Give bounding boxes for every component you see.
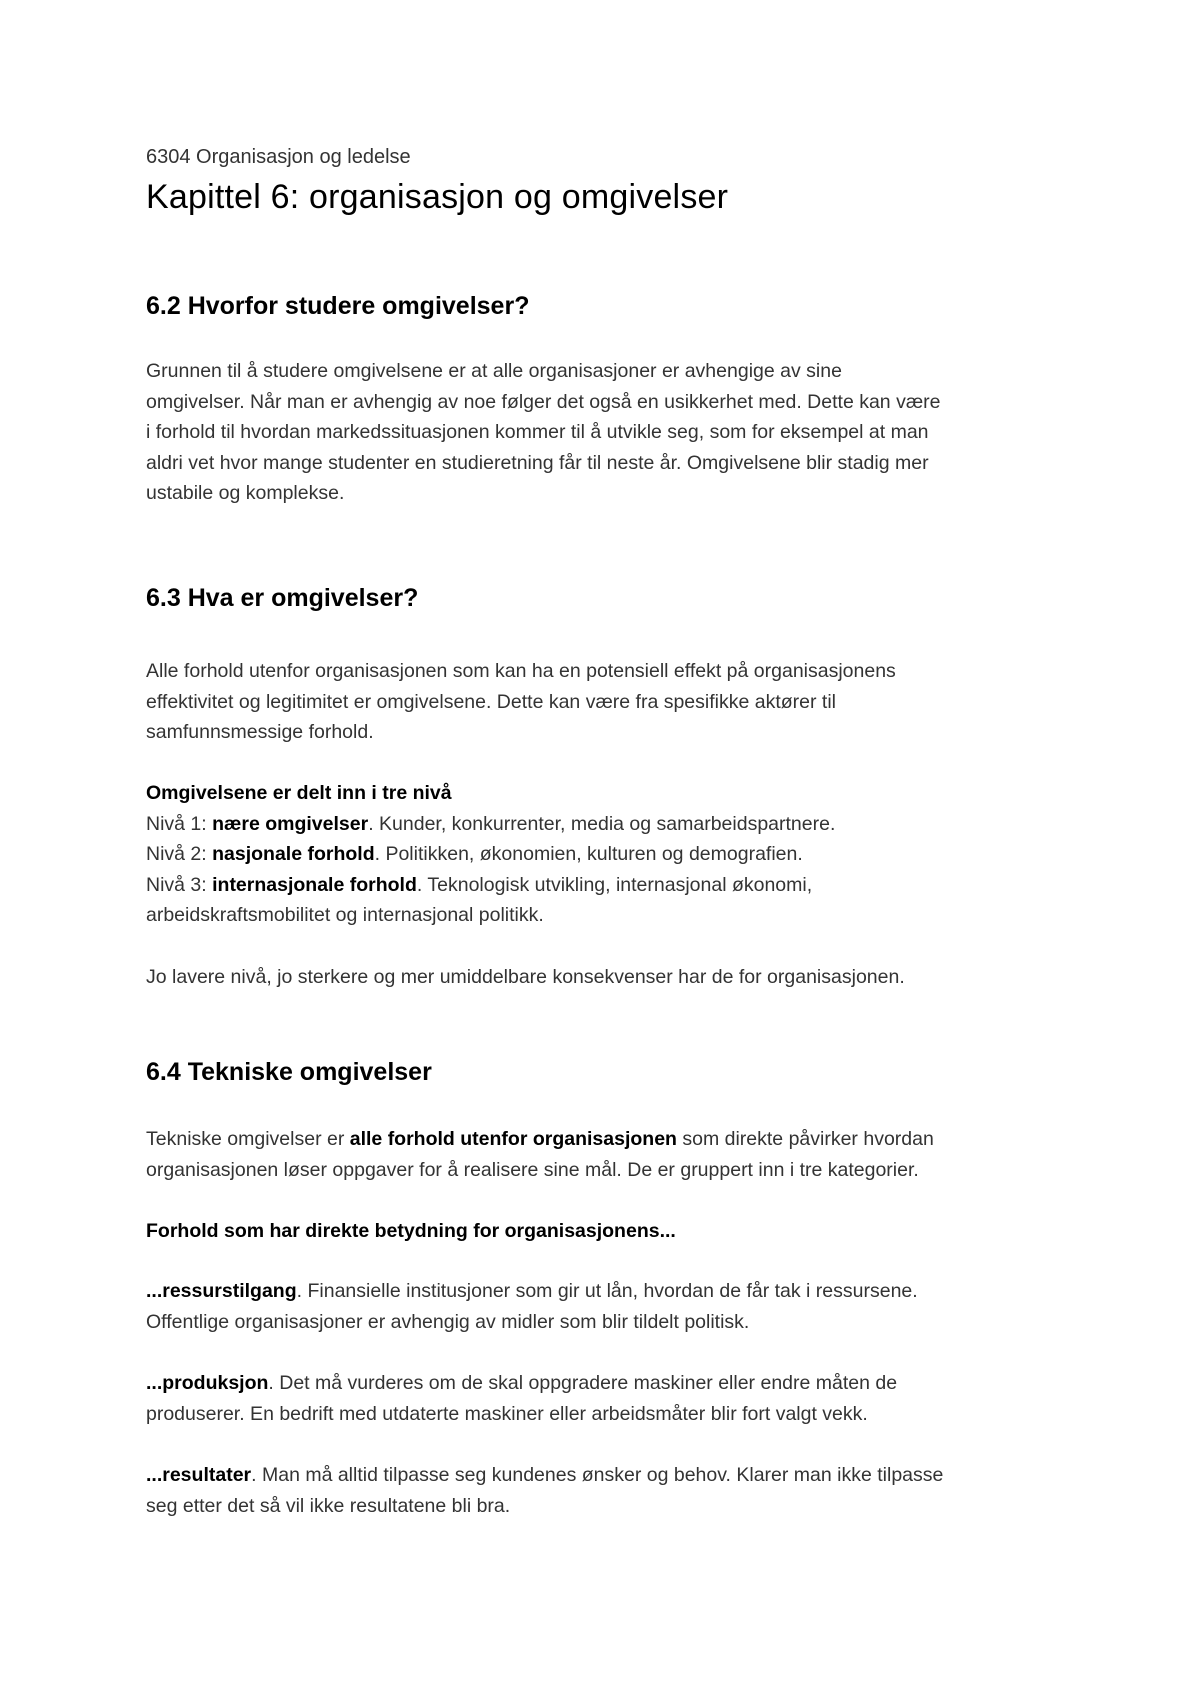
section-6-3-paragraph bbox=[146, 656, 1066, 748]
level-description: . Kunder, konkurrenter, media og samarbeidspartnere. bbox=[368, 812, 836, 835]
category-description: . Finansielle institusjoner som gir ut lån, hvordan de får tak i ressursene. bbox=[296, 1280, 918, 1302]
paragraph-line: omgivelser. Når man er avhengig av noe følger det også en usikkerhet med. Dette kan være bbox=[146, 390, 941, 413]
category-term: ...resultater bbox=[146, 1464, 252, 1486]
section-6-4-subheading bbox=[146, 1216, 1066, 1247]
category-item-ressurstilgang bbox=[146, 1276, 1066, 1337]
levels-conclusion bbox=[146, 962, 1066, 993]
level-3-item bbox=[146, 870, 1066, 901]
section-heading-6-4: 6.4 Tekniske omgivelser bbox=[146, 1058, 432, 1086]
level-description: . Teknologisk utvikling, internasjonal økonomi, bbox=[416, 873, 813, 896]
paragraph-line: ustabile og komplekse. bbox=[146, 482, 345, 504]
paragraph-line: Grunnen til å studere omgivelsene er at alle organisasjoner er avhengige av sine bbox=[146, 360, 842, 382]
paragraph-line: seg etter det så vil ikke resultatene bli bra. bbox=[146, 1494, 511, 1517]
text-segment: som direkte påvirker hvordan bbox=[676, 1128, 934, 1150]
emphasis-text: alle forhold utenfor organisasjonen bbox=[349, 1128, 677, 1150]
level-2-item bbox=[146, 839, 1066, 870]
paragraph-line: organisasjonen løser oppgaver for å realisere sine mål. De er gruppert inn i tre kategorier. bbox=[146, 1158, 919, 1181]
paragraph-line: Alle forhold utenfor organisasjonen som kan ha en potensiell effekt på organisasjonens bbox=[146, 660, 896, 682]
paragraph-line bbox=[146, 1460, 1066, 1491]
section-heading-6-2: 6.2 Hvorfor studere omgivelser? bbox=[146, 292, 530, 320]
level-prefix: Nivå 2: bbox=[146, 843, 213, 865]
category-description: . Det må vurderes om de skal oppgradere maskiner eller endre måten de bbox=[268, 1372, 898, 1394]
section-heading-6-3: 6.3 Hva er omgivelser? bbox=[146, 584, 419, 612]
paragraph-line bbox=[146, 1368, 1066, 1399]
paragraph-line: produserer. En bedrift med utdaterte maskiner eller arbeidsmåter blir fort valgt vekk. bbox=[146, 1402, 868, 1425]
page-title: Kapittel 6: organisasjon og omgivelser bbox=[146, 178, 729, 216]
section-6-2-paragraph bbox=[146, 356, 1066, 509]
level-1-item bbox=[146, 809, 1066, 840]
paragraph-line: Offentlige organisasjoner er avhengig av midler som blir tildelt politisk. bbox=[146, 1310, 750, 1333]
section-6-4-intro bbox=[146, 1124, 1066, 1185]
category-item-resultater bbox=[146, 1460, 1066, 1521]
paragraph-line: i forhold til hvordan markedssituasjonen kommer til å utvikle seg, som for eksempel at man bbox=[146, 421, 929, 443]
category-term: ...produksjon bbox=[146, 1372, 269, 1394]
course-label: 6304 Organisasjon og ledelse bbox=[146, 146, 411, 168]
levels-list bbox=[146, 778, 1066, 931]
level-3-continuation: arbeidskraftsmobilitet og internasjonal politikk. bbox=[146, 904, 544, 926]
level-term: nasjonale forhold bbox=[212, 843, 375, 865]
level-term: internasjonale forhold bbox=[212, 873, 417, 896]
paragraph-line: effektivitet og legitimitet er omgivelsene. Dette kan være fra spesifikke aktører til bbox=[146, 690, 837, 713]
paragraph-line bbox=[146, 1124, 1066, 1155]
levels-title: Omgivelsene er delt inn i tre nivå bbox=[146, 782, 452, 804]
text-segment: Tekniske omgivelser er bbox=[146, 1128, 350, 1150]
level-prefix: Nivå 1: bbox=[146, 812, 213, 835]
level-description: . Politikken, økonomien, kulturen og demografien. bbox=[374, 843, 803, 865]
category-description: . Man må alltid tilpasse seg kundenes ønsker og behov. Klarer man ikke tilpasse bbox=[251, 1464, 944, 1486]
paragraph-line bbox=[146, 1276, 1066, 1307]
paragraph-line: Jo lavere nivå, jo sterkere og mer umiddelbare konsekvenser har de for organisasjonen. bbox=[146, 966, 905, 988]
paragraph-line: samfunnsmessige forhold. bbox=[146, 721, 374, 743]
paragraph-line: aldri vet hvor mange studenter en studieretning får til neste år. Omgivelsene blir stadig mer bbox=[146, 451, 929, 474]
level-term: nære omgivelser bbox=[212, 812, 369, 835]
subheading-text: Forhold som har direkte betydning for organisasjonens... bbox=[146, 1220, 676, 1242]
level-prefix: Nivå 3: bbox=[146, 873, 213, 896]
category-item-produksjon bbox=[146, 1368, 1066, 1429]
category-term: ...ressurstilgang bbox=[146, 1280, 297, 1302]
